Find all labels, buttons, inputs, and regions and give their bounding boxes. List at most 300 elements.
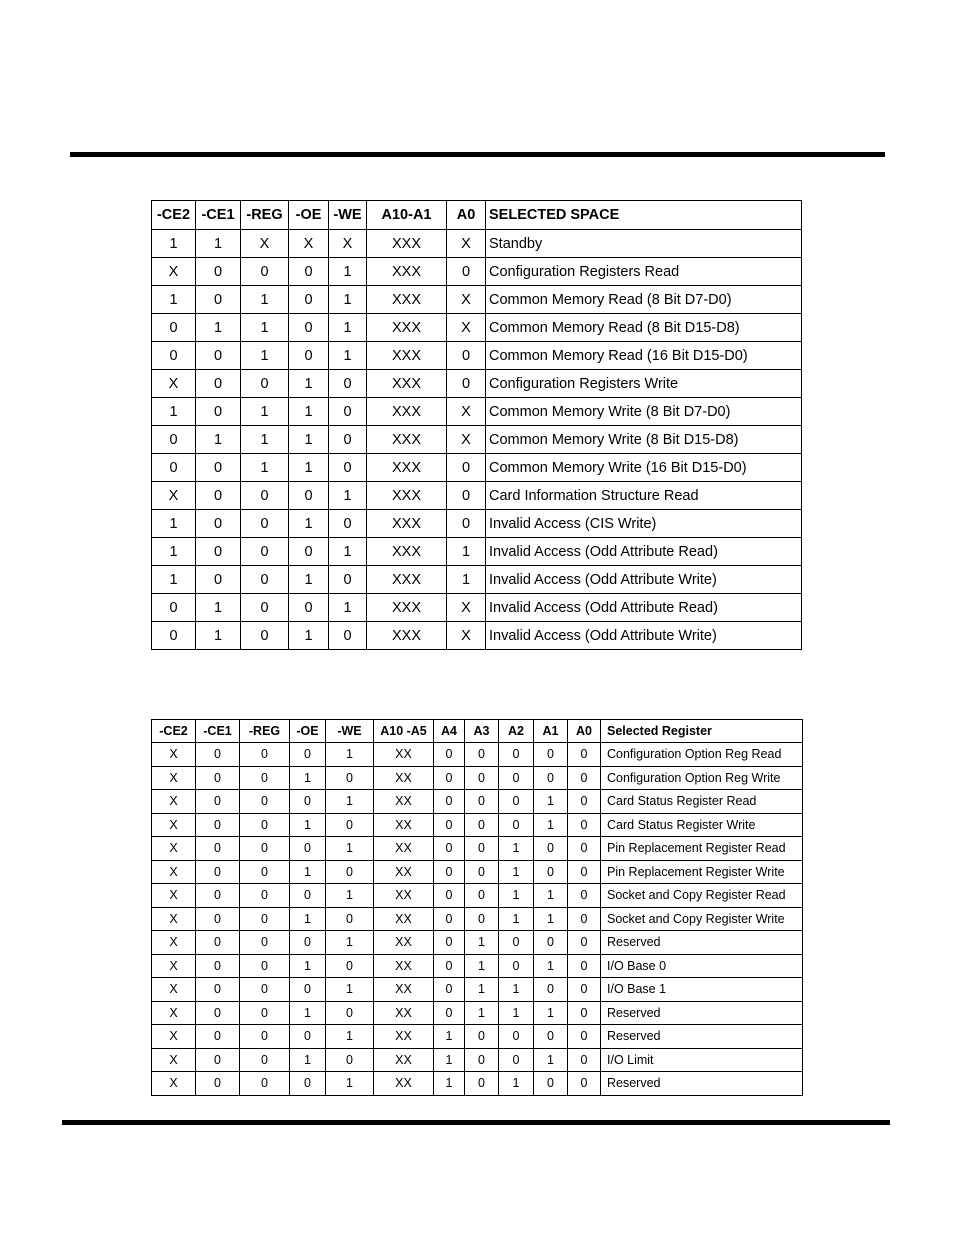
table-cell: 1 (289, 370, 329, 398)
table-cell: 0 (289, 286, 329, 314)
table-cell: XX (374, 860, 434, 884)
table-cell: 1 (329, 286, 367, 314)
table-cell: X (152, 837, 196, 861)
table-cell: 0 (465, 766, 499, 790)
table-row (152, 342, 802, 370)
table-cell: 0 (240, 743, 290, 767)
table-cell: 0 (289, 258, 329, 286)
table-cell: 0 (290, 837, 326, 861)
table-cell: 0 (434, 766, 465, 790)
table-cell: X (152, 813, 196, 837)
table2-header-a2: A2 (499, 720, 534, 743)
table-cell: 1 (241, 286, 289, 314)
table-cell: 0 (196, 931, 240, 955)
table-cell-description: Reserved (601, 1025, 803, 1049)
table1-header-a0: A0 (447, 201, 486, 230)
table-row (152, 398, 802, 426)
table-cell: X (447, 314, 486, 342)
table-cell: 0 (568, 978, 601, 1002)
table-cell: 0 (196, 907, 240, 931)
table-cell: X (152, 766, 196, 790)
table-cell: X (329, 230, 367, 258)
table-cell: 0 (196, 884, 240, 908)
table-cell: XXX (367, 594, 447, 622)
table-cell-description: I/O Limit (601, 1048, 803, 1072)
table-cell: 0 (499, 931, 534, 955)
table-cell: 0 (499, 743, 534, 767)
table-cell: 0 (240, 1001, 290, 1025)
table-cell-description: Card Information Structure Read (486, 482, 802, 510)
table-row (152, 860, 803, 884)
table-cell: 0 (568, 813, 601, 837)
table-cell: 1 (434, 1072, 465, 1096)
table-cell: 0 (447, 510, 486, 538)
table-cell: 0 (465, 860, 499, 884)
table-cell: 1 (329, 594, 367, 622)
table-cell: XX (374, 743, 434, 767)
table-cell: 0 (434, 907, 465, 931)
table-cell: 0 (290, 743, 326, 767)
table-cell: 0 (329, 426, 367, 454)
table-cell: 0 (289, 594, 329, 622)
table-cell: 0 (534, 837, 568, 861)
table-cell-description: Pin Replacement Register Write (601, 860, 803, 884)
table-cell: 0 (568, 860, 601, 884)
table-cell: 0 (196, 766, 240, 790)
table-cell: 0 (241, 622, 289, 650)
table-cell: 0 (434, 837, 465, 861)
table-row (152, 1001, 803, 1025)
table-cell: 0 (196, 538, 241, 566)
table-cell: 0 (152, 342, 196, 370)
table-cell: 0 (196, 510, 241, 538)
table-cell: 1 (152, 510, 196, 538)
table-row (152, 1072, 803, 1096)
table-cell: 1 (326, 884, 374, 908)
table-row (152, 286, 802, 314)
table-cell: 0 (534, 1025, 568, 1049)
table-cell: 1 (447, 538, 486, 566)
table-cell: 0 (241, 258, 289, 286)
table-cell: 0 (568, 1048, 601, 1072)
table-cell: 0 (241, 510, 289, 538)
table-cell: 0 (534, 978, 568, 1002)
table-cell: 0 (499, 1025, 534, 1049)
table-cell: X (447, 230, 486, 258)
table-cell: 1 (290, 860, 326, 884)
table-cell: X (241, 230, 289, 258)
table-cell: 0 (326, 813, 374, 837)
table-cell: 0 (290, 1072, 326, 1096)
table-row (152, 566, 802, 594)
table-cell: 1 (152, 566, 196, 594)
table-cell: 0 (434, 790, 465, 814)
table-cell: X (289, 230, 329, 258)
table-cell: 0 (447, 342, 486, 370)
table-cell-description: Common Memory Write (8 Bit D7-D0) (486, 398, 802, 426)
table-cell: 0 (196, 1025, 240, 1049)
table-cell: 0 (568, 931, 601, 955)
table-cell: 1 (465, 978, 499, 1002)
table-cell-description: Reserved (601, 1001, 803, 1025)
selected-space-table (151, 200, 802, 650)
table-cell: 1 (290, 1048, 326, 1072)
table-cell: XXX (367, 426, 447, 454)
table-cell: X (152, 884, 196, 908)
table-cell: 1 (534, 954, 568, 978)
table-cell: 1 (326, 1025, 374, 1049)
table-cell: 1 (434, 1048, 465, 1072)
table-cell: XXX (367, 482, 447, 510)
table-cell: 1 (196, 314, 241, 342)
table-cell: 1 (326, 931, 374, 955)
table-cell: 0 (434, 860, 465, 884)
table-row (152, 790, 803, 814)
table2-header-ce1: -CE1 (196, 720, 240, 743)
table1-body (152, 230, 802, 650)
table-cell: XX (374, 954, 434, 978)
table-cell: 1 (290, 1001, 326, 1025)
table-row (152, 1025, 803, 1049)
table-row (152, 370, 802, 398)
table-cell-description: Invalid Access (Odd Attribute Read) (486, 538, 802, 566)
table-cell: 0 (326, 1048, 374, 1072)
table1-header-ce2: -CE2 (152, 201, 196, 230)
table-row (152, 482, 802, 510)
table-cell: 0 (196, 454, 241, 482)
table-cell: XX (374, 907, 434, 931)
table1-header-selected-space: SELECTED SPACE (486, 201, 802, 230)
table-cell: X (152, 860, 196, 884)
table-cell: 1 (289, 398, 329, 426)
table-cell: XXX (367, 510, 447, 538)
table-cell: 1 (241, 426, 289, 454)
table1-header-ce1: -CE1 (196, 201, 241, 230)
table-cell: 0 (434, 931, 465, 955)
table-cell: 0 (499, 954, 534, 978)
table-row (152, 510, 802, 538)
table-cell: 1 (499, 860, 534, 884)
table-cell: 1 (499, 1001, 534, 1025)
table-cell: 0 (465, 1025, 499, 1049)
table-cell: 1 (241, 314, 289, 342)
table-cell: XX (374, 837, 434, 861)
table-cell-description: Pin Replacement Register Read (601, 837, 803, 861)
table-cell: 0 (196, 258, 241, 286)
table-cell: X (447, 286, 486, 314)
table-cell-description: Configuration Registers Write (486, 370, 802, 398)
table-cell: X (447, 398, 486, 426)
table-cell: 0 (447, 454, 486, 482)
table-cell: 0 (240, 813, 290, 837)
table-cell-description: Reserved (601, 1072, 803, 1096)
table-cell: XX (374, 790, 434, 814)
table-cell: X (152, 954, 196, 978)
table-cell: 1 (499, 1072, 534, 1096)
table-row (152, 931, 803, 955)
table-cell: 0 (196, 1001, 240, 1025)
table-row (152, 314, 802, 342)
table-cell: 1 (329, 314, 367, 342)
table-cell: 0 (465, 884, 499, 908)
table-cell: X (152, 743, 196, 767)
table-cell: 1 (289, 454, 329, 482)
table-cell: 0 (447, 258, 486, 286)
table2-header-a1: A1 (534, 720, 568, 743)
table-cell: 0 (240, 837, 290, 861)
table-cell: XX (374, 1048, 434, 1072)
table-cell: 0 (329, 510, 367, 538)
table-cell: 0 (329, 398, 367, 426)
table-row (152, 766, 803, 790)
table-cell: 0 (465, 1048, 499, 1072)
table-cell: 0 (499, 813, 534, 837)
table-cell: 0 (196, 743, 240, 767)
table-cell: 1 (534, 1048, 568, 1072)
table-cell: 0 (465, 743, 499, 767)
table-cell: 0 (196, 790, 240, 814)
table-cell: X (152, 258, 196, 286)
table-cell-description: Card Status Register Write (601, 813, 803, 837)
table-cell: 0 (196, 860, 240, 884)
table-cell: 0 (196, 482, 241, 510)
table-cell: 1 (499, 978, 534, 1002)
table-cell: X (152, 931, 196, 955)
table-cell: 0 (326, 907, 374, 931)
table-cell: 0 (152, 314, 196, 342)
table2-header-a0: A0 (568, 720, 601, 743)
table-cell: 0 (329, 622, 367, 650)
table-cell: 1 (326, 1072, 374, 1096)
table-cell: XXX (367, 398, 447, 426)
table-cell: 0 (499, 1048, 534, 1072)
table-cell: 0 (329, 370, 367, 398)
table-cell: 0 (240, 790, 290, 814)
table-cell: 0 (534, 1072, 568, 1096)
table-cell: 0 (329, 566, 367, 594)
table-cell: 0 (240, 884, 290, 908)
table-row (152, 884, 803, 908)
table-cell: 0 (196, 286, 241, 314)
table-cell: 0 (534, 860, 568, 884)
table-row (152, 907, 803, 931)
table-cell: 0 (241, 538, 289, 566)
table-cell: 1 (465, 1001, 499, 1025)
table-cell: 1 (534, 907, 568, 931)
table-cell: 1 (241, 342, 289, 370)
table-cell: 0 (534, 931, 568, 955)
table-row (152, 258, 802, 286)
table-cell: XXX (367, 538, 447, 566)
table-cell: X (447, 426, 486, 454)
table-cell: 0 (465, 813, 499, 837)
table-cell-description: Invalid Access (Odd Attribute Write) (486, 622, 802, 650)
table-cell: 1 (499, 837, 534, 861)
table-cell: 0 (289, 538, 329, 566)
table2-header-we: -WE (326, 720, 374, 743)
table-cell: X (152, 370, 196, 398)
table-cell-description: Socket and Copy Register Write (601, 907, 803, 931)
table-cell-description: Standby (486, 230, 802, 258)
table-cell: 1 (152, 398, 196, 426)
table-cell: 0 (326, 954, 374, 978)
table-cell: 1 (329, 482, 367, 510)
table-cell: 0 (241, 482, 289, 510)
table-cell: 0 (465, 907, 499, 931)
bottom-horizontal-rule (62, 1120, 890, 1125)
table-cell: 0 (465, 1072, 499, 1096)
table-cell: 0 (289, 342, 329, 370)
table-cell: 1 (329, 342, 367, 370)
table-cell: 0 (240, 1072, 290, 1096)
table-cell: 0 (240, 1048, 290, 1072)
table1-header-row (152, 201, 802, 230)
table-cell: XX (374, 931, 434, 955)
table-cell: XXX (367, 454, 447, 482)
table-row (152, 954, 803, 978)
table-cell: 1 (499, 884, 534, 908)
table-cell: 0 (196, 370, 241, 398)
table-cell: 1 (290, 813, 326, 837)
table-cell: 0 (289, 482, 329, 510)
table-cell: 0 (568, 766, 601, 790)
table-cell-description: Common Memory Read (16 Bit D15-D0) (486, 342, 802, 370)
table-cell: X (152, 790, 196, 814)
table-cell: 0 (240, 954, 290, 978)
table-cell: 1 (289, 622, 329, 650)
table-cell: 1 (196, 230, 241, 258)
table-cell-description: Invalid Access (CIS Write) (486, 510, 802, 538)
table-cell: 1 (152, 230, 196, 258)
table-cell: 0 (196, 342, 241, 370)
table-cell: 0 (568, 954, 601, 978)
table-cell: 0 (241, 594, 289, 622)
table-cell: 0 (447, 482, 486, 510)
table2-header-selected-register: Selected Register (601, 720, 803, 743)
table-cell: 1 (152, 538, 196, 566)
table-row (152, 538, 802, 566)
table-cell: 1 (326, 743, 374, 767)
table-cell: 0 (152, 594, 196, 622)
table-cell: X (152, 482, 196, 510)
table-row (152, 743, 803, 767)
table-cell: 0 (152, 454, 196, 482)
table-cell: 0 (568, 1001, 601, 1025)
table2-header-row (152, 720, 803, 743)
table-cell: 0 (568, 884, 601, 908)
table-cell-description: Common Memory Write (8 Bit D15-D8) (486, 426, 802, 454)
table-cell: XX (374, 1001, 434, 1025)
table-cell: XX (374, 813, 434, 837)
table-cell: 0 (434, 884, 465, 908)
table2-body (152, 743, 803, 1096)
table2-header-a3: A3 (465, 720, 499, 743)
table-cell: 0 (499, 766, 534, 790)
table1-header-we: -WE (329, 201, 367, 230)
table-cell: 1 (289, 566, 329, 594)
table-row (152, 622, 802, 650)
table-cell: 0 (290, 931, 326, 955)
table-cell: 0 (568, 1072, 601, 1096)
table-cell: 1 (534, 813, 568, 837)
table-cell: XXX (367, 566, 447, 594)
table-cell: 0 (568, 1025, 601, 1049)
table-cell: 0 (534, 766, 568, 790)
table-row (152, 813, 803, 837)
table2-header-a4: A4 (434, 720, 465, 743)
table-cell: 0 (568, 743, 601, 767)
table-cell: 0 (434, 954, 465, 978)
table-cell: 0 (568, 907, 601, 931)
table-cell: 0 (240, 766, 290, 790)
table-cell: 0 (499, 790, 534, 814)
table-cell: 0 (290, 884, 326, 908)
table-cell-description: Reserved (601, 931, 803, 955)
table2-header-reg: -REG (240, 720, 290, 743)
table-cell: 0 (196, 954, 240, 978)
table-cell: 1 (196, 594, 241, 622)
table-cell: 1 (329, 258, 367, 286)
table1-header-a10-a1: A10-A1 (367, 201, 447, 230)
table-cell-description: Socket and Copy Register Read (601, 884, 803, 908)
table-cell: 1 (465, 954, 499, 978)
table-cell: 0 (241, 566, 289, 594)
table-cell: 0 (326, 1001, 374, 1025)
table-row (152, 1048, 803, 1072)
table-cell: XX (374, 1025, 434, 1049)
table-row (152, 837, 803, 861)
table-cell: 0 (434, 1001, 465, 1025)
table1-header-reg: -REG (241, 201, 289, 230)
table-cell: 1 (326, 790, 374, 814)
table-cell: 1 (326, 978, 374, 1002)
table-cell-description: Card Status Register Read (601, 790, 803, 814)
table-cell: 0 (326, 860, 374, 884)
table-cell: XX (374, 884, 434, 908)
table-cell: 1 (196, 622, 241, 650)
table-cell: 0 (434, 978, 465, 1002)
table-cell: XXX (367, 258, 447, 286)
table-cell-description: Common Memory Read (8 Bit D7-D0) (486, 286, 802, 314)
table-cell: 0 (290, 978, 326, 1002)
top-horizontal-rule (70, 152, 885, 157)
table-cell: 1 (434, 1025, 465, 1049)
table-cell: 1 (152, 286, 196, 314)
table-cell: 0 (568, 837, 601, 861)
table-cell: 0 (196, 813, 240, 837)
table-cell-description: I/O Base 0 (601, 954, 803, 978)
table-cell-description: Common Memory Read (8 Bit D15-D8) (486, 314, 802, 342)
table-cell: XXX (367, 230, 447, 258)
table-cell: 1 (289, 510, 329, 538)
table-cell: 0 (434, 743, 465, 767)
table-cell-description: Configuration Registers Read (486, 258, 802, 286)
table-cell: X (152, 1025, 196, 1049)
table-cell: 0 (196, 398, 241, 426)
table-cell: X (152, 978, 196, 1002)
table-cell: 1 (290, 766, 326, 790)
table-cell: 0 (152, 426, 196, 454)
table-cell: 0 (196, 1072, 240, 1096)
table-cell: XX (374, 1072, 434, 1096)
table-cell-description: Configuration Option Reg Write (601, 766, 803, 790)
table-row (152, 594, 802, 622)
table-cell-description: Configuration Option Reg Read (601, 743, 803, 767)
table-cell: 0 (240, 860, 290, 884)
table-cell: X (152, 1001, 196, 1025)
table-cell: 1 (534, 884, 568, 908)
table2-header-oe: -OE (290, 720, 326, 743)
